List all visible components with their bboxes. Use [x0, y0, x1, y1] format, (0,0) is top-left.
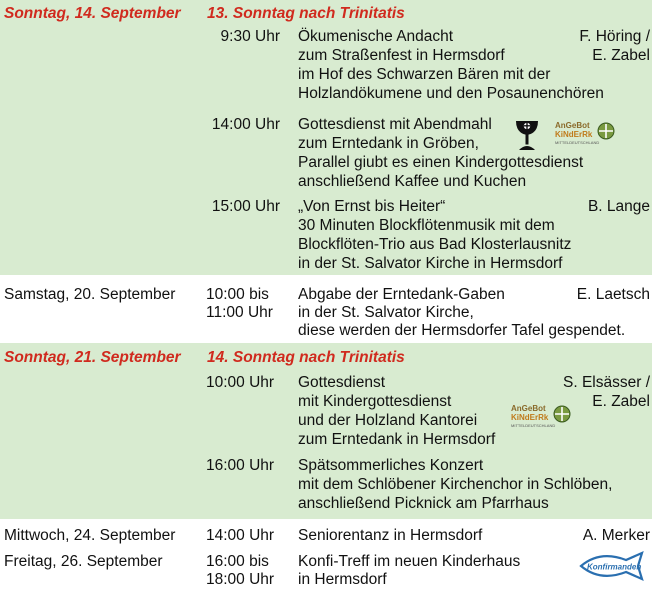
event-time: 18:00 Uhr	[206, 571, 275, 588]
event-line: „Von Ernst bis Heiter“	[298, 198, 446, 215]
svg-text:KiNdErRk: KiNdErRk	[555, 130, 593, 139]
event-line: mit Kindergottesdienst	[298, 393, 452, 410]
event-person: E. Zabel	[592, 47, 650, 64]
event-line: Holzlandökumene und den Posaunenchören	[298, 85, 604, 102]
event-line: Gottesdienst	[298, 374, 386, 391]
event-line: in der St. Salvator Kirche in Hermsdorf	[298, 255, 563, 272]
event-line: und der Holzland Kantorei	[298, 412, 478, 429]
svg-text:MITTELDEUTSCHLAND: MITTELDEUTSCHLAND	[511, 423, 556, 428]
event-person: S. Elsässer /	[563, 374, 650, 391]
friday-26-date: Freitag, 26. September	[4, 553, 163, 570]
saturday-20-date: Samstag, 20. September	[4, 286, 176, 303]
kindergottesdienst-logo-icon	[510, 401, 572, 431]
konfirmanden-logo-text: Konfirmanden	[587, 562, 642, 572]
svg-text:AnGeBot: AnGeBot	[555, 121, 590, 130]
event-time: 11:00 Uhr	[206, 304, 273, 321]
event-person: E. Zabel	[592, 393, 650, 410]
event-line: diese werden der Hermsdorfer Tafel gespendet.	[298, 322, 626, 339]
event-time: 10:00 Uhr	[206, 374, 275, 391]
svg-text:KiNdErRk: KiNdErRk	[511, 413, 549, 422]
communion-chalice-icon	[512, 118, 542, 152]
sunday-14-occasion: 13. Sonntag nach Trinitatis	[207, 5, 405, 22]
svg-text:MITTELDEUTSCHLAND: MITTELDEUTSCHLAND	[555, 140, 600, 145]
event-line: 30 Minuten Blockflötenmusik mit dem	[298, 217, 555, 234]
friday-26-block	[0, 547, 652, 591]
event-person: B. Lange	[587, 198, 650, 215]
event-line: in Hermsdorf	[298, 571, 387, 588]
sunday-21-date: Sonntag, 21. September	[4, 349, 181, 366]
event-line: zum Erntedank in Hermsdorf	[298, 431, 496, 448]
event-line: im Hof des Schwarzen Bären mit der	[298, 66, 551, 83]
sunday-14-block	[0, 0, 652, 275]
sunday-21-block	[0, 343, 652, 519]
event-line: zum Straßenfest in Hermsdorf	[298, 47, 505, 64]
event-line: in der St. Salvator Kirche,	[298, 304, 474, 321]
event-line: Seniorentanz in Hermsdorf	[298, 527, 483, 544]
event-line: anschließend Picknick am Pfarrhaus	[298, 495, 549, 512]
konfirmanden-fish-logo-icon	[578, 551, 650, 581]
event-person: A. Merker	[582, 527, 650, 544]
event-line: Gottesdienst mit Abendmahl	[298, 116, 492, 133]
event-person: E. Laetsch	[576, 286, 650, 303]
wednesday-24-date: Mittwoch, 24. September	[4, 527, 176, 544]
event-time: 15:00 Uhr	[211, 198, 280, 215]
svg-text:AnGeBot: AnGeBot	[511, 404, 546, 413]
event-line: Konfi-Treff im neuen Kinderhaus	[298, 553, 521, 570]
wednesday-24-block	[0, 521, 652, 547]
event-line: Parallel giubt es einen Kindergottesdienst	[298, 154, 584, 171]
event-line: Ökumenische Andacht	[298, 28, 454, 45]
saturday-20-block	[0, 276, 652, 339]
event-time: 14:00 Uhr	[211, 116, 280, 133]
event-line: Abgabe der Erntedank-Gaben	[298, 286, 505, 303]
event-time: 14:00 Uhr	[206, 527, 275, 544]
event-line: zum Erntedank in Gröben,	[298, 135, 479, 152]
sunday-14-date: Sonntag, 14. September	[4, 5, 181, 22]
sunday-21-occasion: 14. Sonntag nach Trinitatis	[207, 349, 405, 366]
event-time: 10:00 bis	[206, 286, 269, 303]
event-person: F. Höring /	[579, 28, 650, 45]
event-line: Spätsommerliches Konzert	[298, 457, 484, 474]
event-time: 16:00 Uhr	[206, 457, 275, 474]
kindergottesdienst-logo-icon	[554, 118, 616, 148]
event-line: Blockflöten-Trio aus Bad Klosterlausnitz	[298, 236, 572, 253]
event-time: 9:30 Uhr	[220, 28, 280, 45]
event-line: anschließend Kaffee und Kuchen	[298, 173, 527, 190]
event-time: 16:00 bis	[206, 553, 269, 570]
event-line: mit dem Schlöbener Kirchenchor in Schlöben,	[298, 476, 613, 493]
